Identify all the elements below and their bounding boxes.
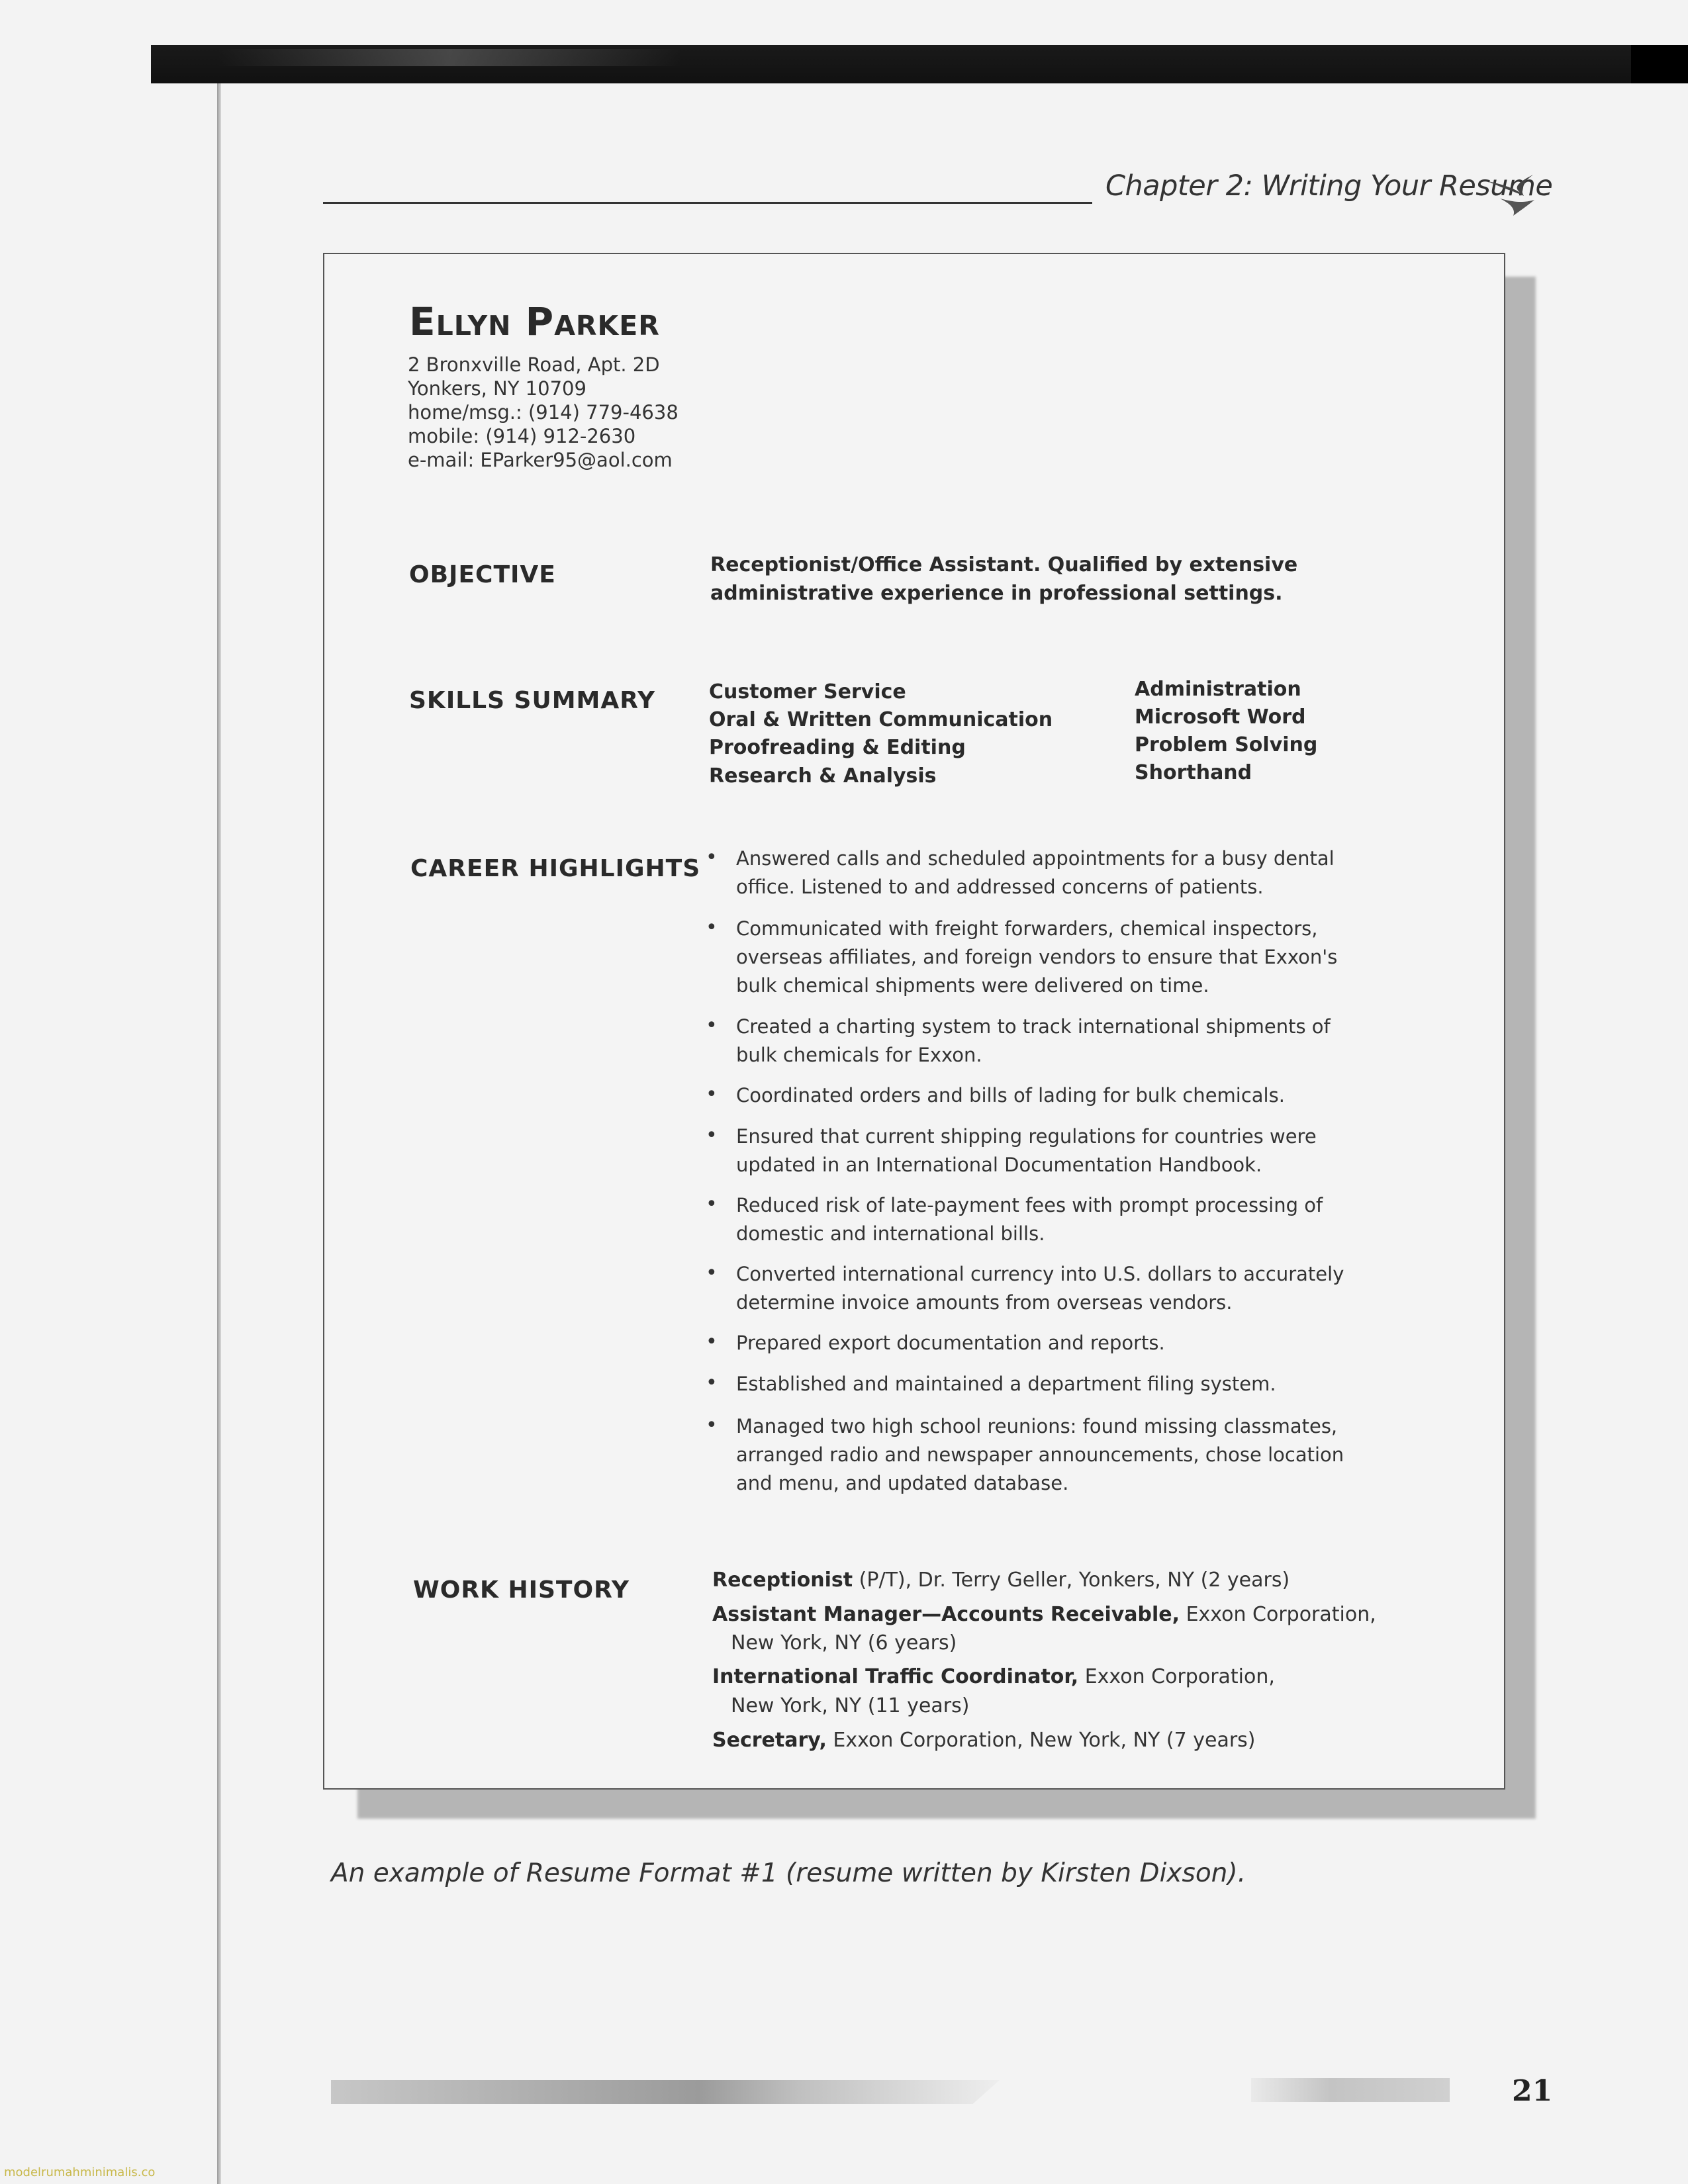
- job-detail: Exxon Corporation,: [1180, 1603, 1376, 1626]
- bullet-icon: •: [706, 916, 718, 939]
- skill-item: Problem Solving: [1135, 733, 1318, 756]
- book-spine-edge: [217, 83, 221, 2184]
- header-rule: [323, 202, 1092, 204]
- bullet-icon: •: [706, 1330, 718, 1353]
- job-title: Secretary,: [712, 1729, 827, 1752]
- bullet-icon: •: [706, 1414, 718, 1437]
- top-scan-bar-highlight: [218, 49, 682, 66]
- job-detail: Exxon Corporation,: [1078, 1665, 1275, 1688]
- contact-mobile: mobile: (914) 912-2630: [408, 425, 636, 447]
- highlight-item: Converted international currency into U.S. dollars to accurately determine invoice amounts from overseas vendors.: [736, 1263, 1344, 1314]
- bullet-icon: •: [706, 1371, 718, 1394]
- highlight-item: Coordinated orders and bills of lading for bulk chemicals.: [736, 1084, 1285, 1107]
- chapter-title: Chapter 2: Writing Your Resume: [1105, 169, 1553, 203]
- job-title: Receptionist: [712, 1569, 853, 1592]
- career-highlights-heading: CAREER HIGHLIGHTS: [410, 855, 701, 882]
- contact-address: 2 Bronxville Road, Apt. 2D: [408, 353, 660, 376]
- job-detail: (P/T), Dr. Terry Geller, Yonkers, NY (2 years): [853, 1569, 1290, 1592]
- skill-item: Shorthand: [1135, 761, 1252, 784]
- footer-bar: [331, 2080, 1000, 2104]
- contact-email: e-mail: EParker95@aol.com: [408, 449, 673, 471]
- job-location: New York, NY (11 years): [731, 1694, 970, 1717]
- highlight-item: Managed two high school reunions: found missing classmates, arranged radio and newspaper announcements, chose location and menu, and updated database.: [736, 1415, 1344, 1494]
- skill-item: Administration: [1135, 678, 1301, 701]
- objective-line: Receptionist/Office Assistant. Qualified by extensive: [710, 553, 1298, 576]
- highlight-item: Reduced risk of late-payment fees with prompt processing of domestic and international bills.: [736, 1194, 1323, 1245]
- bullet-icon: •: [706, 1124, 718, 1147]
- bullet-icon: •: [706, 1014, 718, 1037]
- skill-item: Research & Analysis: [709, 764, 937, 788]
- contact-city: Yonkers, NY 10709: [408, 377, 586, 400]
- skill-item: Customer Service: [709, 680, 906, 704]
- work-entry: [712, 1603, 1376, 1626]
- top-scan-bar-end: [1631, 45, 1688, 83]
- work-entry: [712, 1729, 1256, 1752]
- skill-item: Microsoft Word: [1135, 705, 1306, 729]
- bullet-icon: •: [706, 846, 718, 869]
- highlight-item: Prepared export documentation and reports.: [736, 1332, 1165, 1354]
- bullet-icon: •: [706, 1193, 718, 1216]
- bullet-icon: •: [706, 1083, 718, 1106]
- objective-heading: OBJECTIVE: [409, 561, 556, 588]
- highlight-item: Communicated with freight forwarders, chemical inspectors, overseas affiliates, and foreign vendors to ensure that Exxon's bulk chemical shipments were delivered on time.: [736, 917, 1338, 997]
- skills-heading: SKILLS SUMMARY: [409, 687, 656, 714]
- bird-swoosh-icon: [1487, 169, 1536, 218]
- highlight-item: Created a charting system to track international shipments of bulk chemicals for Exxon.: [736, 1015, 1331, 1066]
- page-number: 21: [1512, 2074, 1553, 2108]
- highlight-item: Established and maintained a department filing system.: [736, 1373, 1276, 1395]
- watermark: modelrumahminimalis.co: [4, 2165, 156, 2179]
- job-location: New York, NY (6 years): [731, 1631, 957, 1655]
- bullet-icon: •: [706, 1261, 718, 1285]
- footer-bar-right: [1251, 2078, 1450, 2102]
- skill-item: Proofreading & Editing: [709, 736, 966, 759]
- work-history-heading: WORK HISTORY: [413, 1576, 630, 1604]
- work-entry: [712, 1569, 1289, 1592]
- figure-caption: An example of Resume Format #1 (resume written by Kirsten Dixson).: [331, 1858, 1246, 1888]
- resume-name: Ellyn Parker: [409, 299, 660, 344]
- highlight-item: Answered calls and scheduled appointments for a busy dental office. Listened to and addressed concerns of patients.: [736, 847, 1335, 898]
- skill-item: Oral & Written Communication: [709, 708, 1053, 731]
- job-detail: Exxon Corporation, New York, NY (7 years): [826, 1729, 1256, 1752]
- job-title: International Traffic Coordinator,: [712, 1665, 1079, 1688]
- objective-line: administrative experience in professional settings.: [710, 582, 1283, 605]
- contact-home-phone: home/msg.: (914) 779-4638: [408, 401, 679, 424]
- highlight-item: Ensured that current shipping regulations for countries were updated in an International Documentation Handbook.: [736, 1125, 1317, 1176]
- work-entry: [712, 1665, 1275, 1688]
- job-title: Assistant Manager—Accounts Receivable,: [712, 1603, 1180, 1626]
